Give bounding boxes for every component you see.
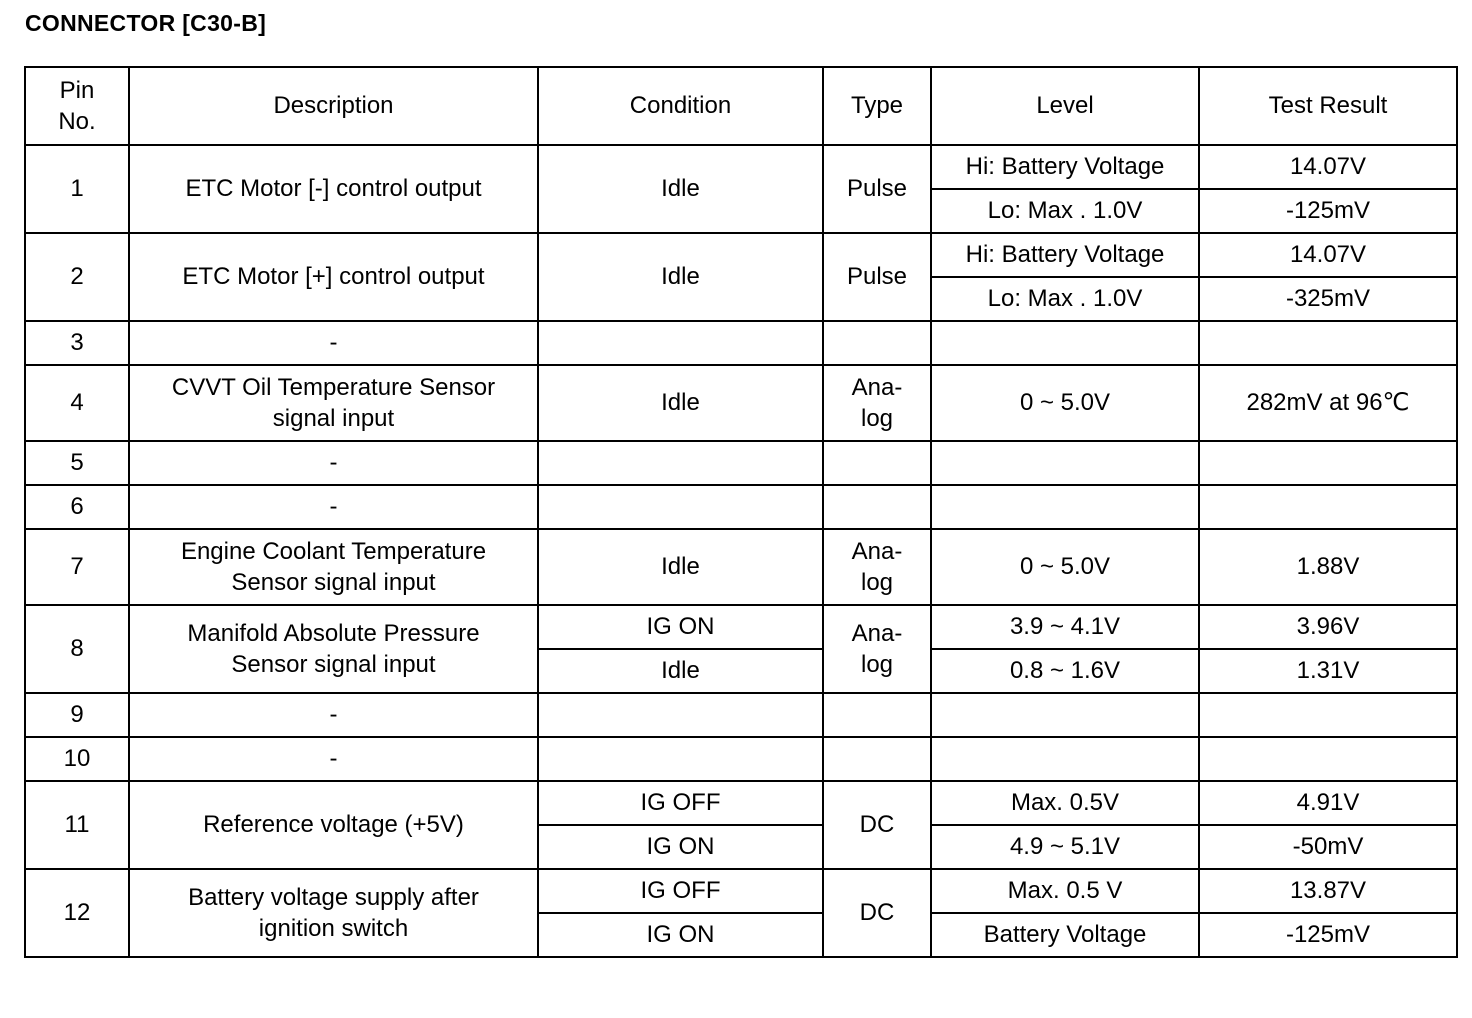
result-cell: -325mV: [1199, 277, 1457, 321]
condition-cell: Idle: [538, 365, 823, 441]
table-row: [25, 869, 1457, 913]
table-row: [25, 485, 1457, 529]
result-cell: 1.88V: [1199, 529, 1457, 605]
result-cell: 14.07V: [1199, 233, 1457, 277]
type-cell: [823, 321, 931, 365]
header-type: Type: [823, 67, 931, 145]
header-condition: Condition: [538, 67, 823, 145]
description-cell: CVVT Oil Temperature Sensor signal input: [129, 365, 538, 441]
pin-cell: 6: [25, 485, 129, 529]
pin-cell: 3: [25, 321, 129, 365]
result-cell: [1199, 485, 1457, 529]
pin-table: [24, 66, 1458, 958]
type-cell: [823, 737, 931, 781]
pin-cell: 1: [25, 145, 129, 233]
table-row: [25, 737, 1457, 781]
type-cell: Ana- log: [823, 605, 931, 693]
type-cell: [823, 485, 931, 529]
level-cell: 0 ~ 5.0V: [931, 365, 1199, 441]
level-cell: Lo: Max . 1.0V: [931, 277, 1199, 321]
condition-cell: [538, 737, 823, 781]
condition-cell: Idle: [538, 145, 823, 233]
condition-cell: Idle: [538, 529, 823, 605]
table-row: [25, 605, 1457, 649]
condition-cell: [538, 485, 823, 529]
type-cell: [823, 441, 931, 485]
description-cell: ETC Motor [+] control output: [129, 233, 538, 321]
result-cell: 1.31V: [1199, 649, 1457, 693]
condition-cell: Idle: [538, 649, 823, 693]
level-cell: Hi: Battery Voltage: [931, 233, 1199, 277]
table-row: [25, 441, 1457, 485]
description-cell: ETC Motor [-] control output: [129, 145, 538, 233]
level-cell: Max. 0.5 V: [931, 869, 1199, 913]
level-cell: [931, 737, 1199, 781]
condition-cell: [538, 321, 823, 365]
result-cell: -125mV: [1199, 913, 1457, 957]
pin-cell: 7: [25, 529, 129, 605]
level-cell: [931, 441, 1199, 485]
level-cell: [931, 321, 1199, 365]
header-pin-no: Pin No.: [25, 67, 129, 145]
description-cell: -: [129, 441, 538, 485]
type-cell: DC: [823, 781, 931, 869]
result-cell: 14.07V: [1199, 145, 1457, 189]
level-cell: 0.8 ~ 1.6V: [931, 649, 1199, 693]
header-description: Description: [129, 67, 538, 145]
description-cell: Reference voltage (+5V): [129, 781, 538, 869]
pin-cell: 2: [25, 233, 129, 321]
condition-cell: IG OFF: [538, 781, 823, 825]
pin-cell: 11: [25, 781, 129, 869]
level-cell: 4.9 ~ 5.1V: [931, 825, 1199, 869]
condition-cell: IG ON: [538, 913, 823, 957]
header-level: Level: [931, 67, 1199, 145]
condition-cell: IG OFF: [538, 869, 823, 913]
type-cell: Pulse: [823, 145, 931, 233]
level-cell: 0 ~ 5.0V: [931, 529, 1199, 605]
result-cell: 3.96V: [1199, 605, 1457, 649]
table-row: [25, 365, 1457, 441]
level-cell: 3.9 ~ 4.1V: [931, 605, 1199, 649]
pin-cell: 5: [25, 441, 129, 485]
result-cell: 282mV at 96℃: [1199, 365, 1457, 441]
level-cell: [931, 485, 1199, 529]
table-row: [25, 145, 1457, 189]
description-cell: Engine Coolant Temperature Sensor signal input: [129, 529, 538, 605]
header-test-result: Test Result: [1199, 67, 1457, 145]
description-cell: Battery voltage supply after ignition switch: [129, 869, 538, 957]
pin-cell: 4: [25, 365, 129, 441]
type-cell: Ana- log: [823, 529, 931, 605]
header-row: [25, 67, 1457, 145]
table-row: [25, 233, 1457, 277]
result-cell: [1199, 693, 1457, 737]
type-cell: DC: [823, 869, 931, 957]
pin-cell: 10: [25, 737, 129, 781]
condition-cell: IG ON: [538, 825, 823, 869]
condition-cell: Idle: [538, 233, 823, 321]
pin-cell: 12: [25, 869, 129, 957]
condition-cell: IG ON: [538, 605, 823, 649]
result-cell: [1199, 321, 1457, 365]
result-cell: [1199, 737, 1457, 781]
table-row: [25, 693, 1457, 737]
table-row: [25, 529, 1457, 605]
result-cell: -125mV: [1199, 189, 1457, 233]
type-cell: [823, 693, 931, 737]
description-cell: -: [129, 737, 538, 781]
table-row: [25, 781, 1457, 825]
level-cell: Hi: Battery Voltage: [931, 145, 1199, 189]
description-cell: Manifold Absolute Pressure Sensor signal input: [129, 605, 538, 693]
level-cell: Lo: Max . 1.0V: [931, 189, 1199, 233]
result-cell: [1199, 441, 1457, 485]
type-cell: Pulse: [823, 233, 931, 321]
level-cell: Max. 0.5V: [931, 781, 1199, 825]
pin-cell: 9: [25, 693, 129, 737]
level-cell: [931, 693, 1199, 737]
pin-cell: 8: [25, 605, 129, 693]
type-cell: Ana- log: [823, 365, 931, 441]
result-cell: -50mV: [1199, 825, 1457, 869]
table-row: [25, 321, 1457, 365]
level-cell: Battery Voltage: [931, 913, 1199, 957]
condition-cell: [538, 693, 823, 737]
condition-cell: [538, 441, 823, 485]
description-cell: -: [129, 693, 538, 737]
description-cell: -: [129, 321, 538, 365]
connector-title: CONNECTOR [C30-B]: [25, 10, 267, 36]
result-cell: 13.87V: [1199, 869, 1457, 913]
result-cell: 4.91V: [1199, 781, 1457, 825]
description-cell: -: [129, 485, 538, 529]
